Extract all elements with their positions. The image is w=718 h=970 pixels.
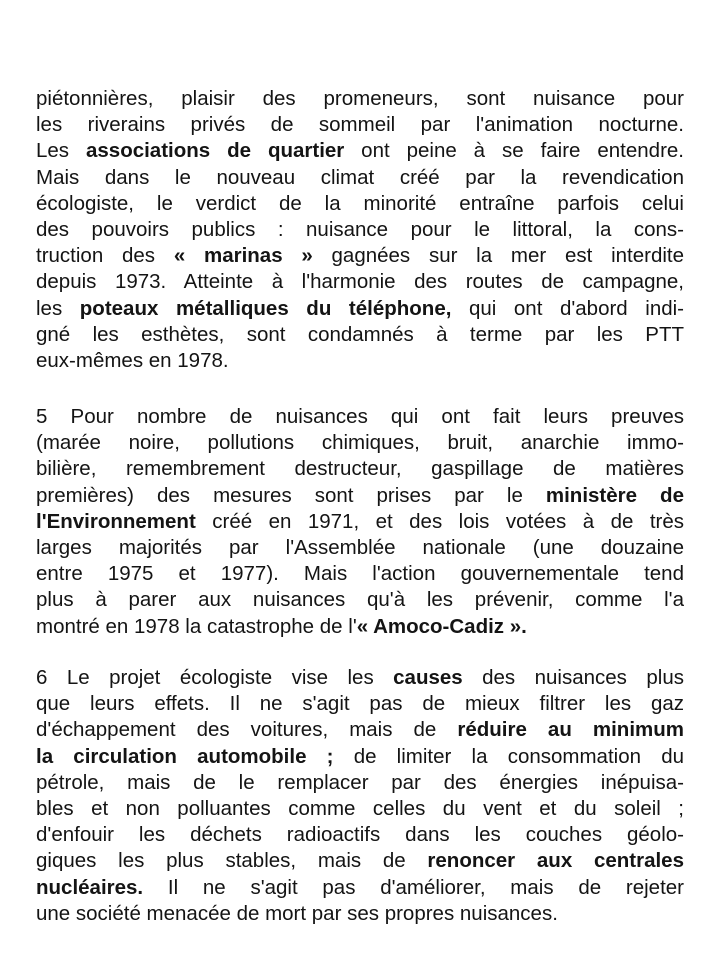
text-run: qui ont d'abord indi- bbox=[451, 296, 684, 320]
text-run: 6 Le projet écologiste vise les bbox=[36, 666, 394, 689]
text-line bbox=[36, 691, 684, 717]
bold-term: réduire au minimum bbox=[457, 718, 684, 742]
text-line bbox=[36, 217, 684, 243]
text-line bbox=[36, 509, 684, 535]
text-run: Il ne s'agit pas d'améliorer, mais de rejeter bbox=[143, 875, 684, 899]
text-line bbox=[36, 901, 684, 927]
text-line bbox=[36, 296, 684, 322]
text-line bbox=[36, 587, 684, 613]
text-line bbox=[36, 744, 684, 770]
text-line bbox=[36, 191, 684, 217]
bold-term: associations de quartier bbox=[85, 139, 345, 163]
bold-term: poteaux métalliques du téléphone, bbox=[79, 296, 452, 320]
text-line bbox=[36, 322, 684, 348]
text-line bbox=[36, 348, 684, 374]
text-line bbox=[36, 483, 684, 509]
text-line bbox=[36, 112, 684, 138]
text-line bbox=[36, 86, 684, 112]
text-run: bles et non polluantes comme celles du vent et du soleil ; bbox=[36, 796, 684, 820]
text-line bbox=[36, 665, 684, 691]
text-line bbox=[36, 456, 684, 482]
text-run: (marée noire, pollutions chimiques, bruit, anarchie immo- bbox=[36, 431, 684, 455]
bold-term: « Amoco-Cadiz ». bbox=[356, 614, 527, 638]
text-run: créé en 1971, et des lois votées à de très bbox=[195, 509, 684, 533]
text-run: Mais dans le nouveau climat créé par la revendication bbox=[36, 165, 684, 189]
text-line bbox=[36, 822, 684, 848]
text-run: ont peine à se faire entendre. bbox=[344, 139, 684, 163]
text-run: bilière, remembrement destructeur, gaspillage de matières bbox=[36, 457, 684, 481]
text-line bbox=[36, 875, 684, 901]
text-run: écologiste, le verdict de la minorité entraîne parfois celui bbox=[36, 191, 684, 215]
text-line bbox=[36, 796, 684, 822]
text-line bbox=[36, 614, 684, 640]
bold-term: « marinas » bbox=[173, 244, 313, 268]
text-run: piétonnières, plaisir des promeneurs, sont nuisance pour bbox=[36, 87, 684, 110]
text-line bbox=[36, 848, 684, 874]
text-line bbox=[36, 138, 684, 164]
bold-term: la circulation automobile ; bbox=[36, 744, 334, 768]
text-run: plus à parer aux nuisances qu'à les prévenir, comme l'a bbox=[36, 588, 684, 612]
text-run: 5 Pour nombre de nuisances qui ont fait leurs preuves bbox=[36, 405, 684, 428]
text-line bbox=[36, 770, 684, 796]
text-run: d'échappement des voitures, mais de bbox=[36, 718, 458, 742]
text-run: gné les esthètes, sont condamnés à terme par les PTT bbox=[36, 322, 684, 346]
text-run: les bbox=[36, 296, 80, 320]
text-run: de limiter la consommation du bbox=[333, 744, 684, 768]
text-run: depuis 1973. Atteinte à l'harmonie des routes de campagne, bbox=[36, 270, 684, 294]
text-run: Les bbox=[36, 139, 86, 163]
text-run: montré en 1978 la catastrophe de l' bbox=[36, 614, 357, 638]
paragraph-6-projet-ecologiste bbox=[36, 665, 684, 927]
text-line bbox=[36, 243, 684, 269]
paragraph-riverains bbox=[36, 86, 684, 374]
bold-term: nucléaires. bbox=[36, 875, 144, 899]
text-line bbox=[36, 430, 684, 456]
text-run: d'enfouir les déchets radioactifs dans les couches géolo- bbox=[36, 823, 684, 847]
text-run: eux-mêmes en 1978. bbox=[36, 348, 229, 372]
text-run: gagnées sur la mer est interdite bbox=[312, 244, 684, 268]
bold-term: ministère de bbox=[545, 483, 684, 507]
paragraph-5-nuisances bbox=[36, 404, 684, 640]
text-run: entre 1975 et 1977). Mais l'action gouvernementale tend bbox=[36, 562, 684, 586]
text-run: pétrole, mais de le remplacer par des énergies inépuisa- bbox=[36, 770, 684, 794]
text-line bbox=[36, 535, 684, 561]
bold-term: renoncer aux centrales bbox=[427, 849, 684, 873]
text-line bbox=[36, 165, 684, 191]
text-run: que leurs effets. Il ne s'agit pas de mieux filtrer les gaz bbox=[36, 692, 684, 716]
text-run: les riverains privés de sommeil par l'animation nocturne. bbox=[36, 113, 684, 137]
text-run: giques les plus stables, mais de bbox=[36, 849, 428, 873]
text-run: une société menacée de mort par ses propres nuisances. bbox=[36, 901, 558, 925]
bold-term: causes bbox=[393, 666, 463, 689]
text-line bbox=[36, 561, 684, 587]
text-run: truction des bbox=[36, 244, 174, 268]
text-line bbox=[36, 269, 684, 295]
text-run: des nuisances plus bbox=[462, 666, 684, 689]
text-line bbox=[36, 404, 684, 430]
text-line bbox=[36, 717, 684, 743]
text-run: des pouvoirs publics : nuisance pour le littoral, la cons- bbox=[36, 217, 684, 241]
text-run: larges majorités par l'Assemblée nationale (une douzaine bbox=[36, 535, 684, 559]
bold-term: l'Environnement bbox=[36, 509, 196, 533]
text-run: premières) des mesures sont prises par le bbox=[36, 483, 546, 507]
